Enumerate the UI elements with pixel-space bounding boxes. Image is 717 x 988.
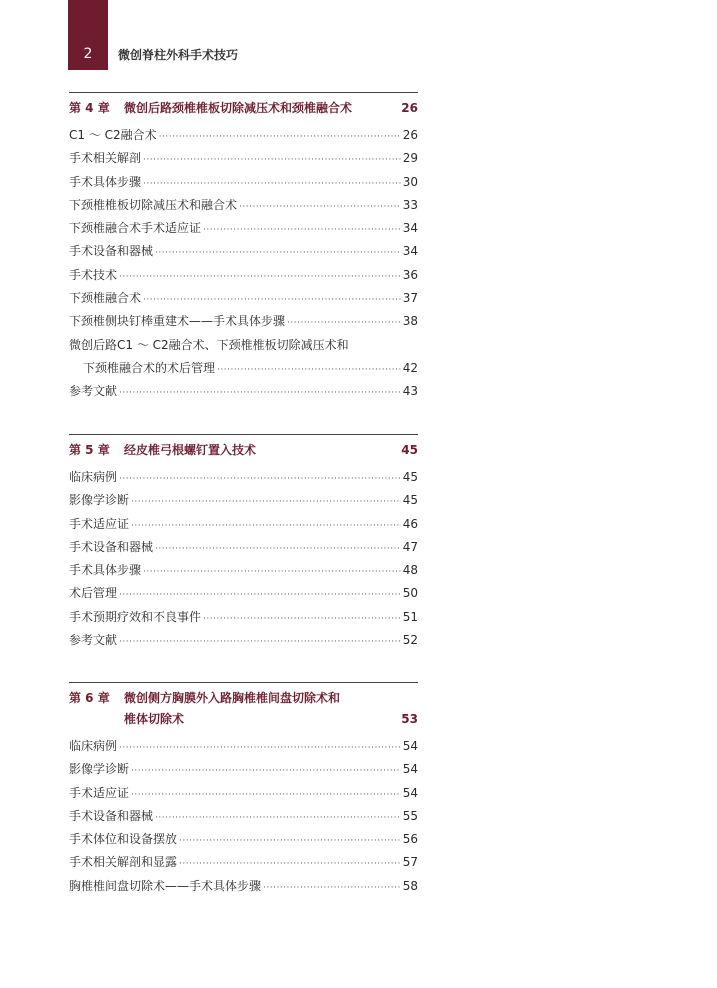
leader-dots bbox=[239, 200, 401, 214]
entry-page: 54 bbox=[402, 739, 418, 753]
toc-entry[interactable] bbox=[69, 221, 418, 244]
toc-entry[interactable] bbox=[69, 563, 418, 586]
chapter-rule bbox=[69, 682, 418, 683]
leader-dots bbox=[119, 472, 401, 486]
leader-dots bbox=[287, 316, 401, 330]
chapter-title bbox=[124, 99, 401, 117]
chapter-title-line: 微创后路颈椎椎板切除减压术和颈椎融合术 bbox=[124, 101, 353, 115]
page-number: 2 bbox=[83, 46, 93, 62]
entry-title: 手术设备和器械 bbox=[69, 244, 154, 259]
entry-page: 54 bbox=[402, 762, 418, 777]
chapter-title bbox=[124, 441, 401, 459]
entry-list bbox=[69, 128, 418, 408]
leader-dots bbox=[155, 542, 401, 556]
entry-page: 34 bbox=[402, 244, 418, 259]
entry-page: 30 bbox=[402, 174, 418, 189]
leader-dots bbox=[263, 881, 401, 895]
entry-title: 手术适应证 bbox=[69, 785, 130, 800]
toc-entry-first-line[interactable] bbox=[69, 338, 418, 361]
entry-title: 临床病例 bbox=[69, 470, 118, 484]
toc-entry[interactable] bbox=[69, 879, 418, 902]
entry-page: 56 bbox=[402, 832, 418, 847]
entry-title: 手术技术 bbox=[69, 267, 118, 282]
toc-entry[interactable] bbox=[69, 610, 418, 633]
entry-title: 手术预期疗效和不良事件 bbox=[69, 609, 202, 624]
chapter-page: 26 bbox=[401, 101, 418, 115]
entry-page: 55 bbox=[402, 808, 418, 823]
entry-page: 47 bbox=[402, 539, 418, 554]
leader-dots bbox=[203, 612, 401, 626]
chapter-page: 53 bbox=[401, 712, 418, 726]
entry-title: 参考文献 bbox=[69, 384, 118, 399]
toc-entry[interactable] bbox=[69, 633, 418, 656]
entry-page: 34 bbox=[402, 221, 418, 236]
entry-page: 45 bbox=[402, 493, 418, 508]
chapter-number: 第 4 章 bbox=[69, 101, 110, 115]
chapter-title-line: 经皮椎弓根螺钉置入技术 bbox=[124, 443, 257, 457]
chapter-rule bbox=[69, 92, 418, 93]
entry-page: 46 bbox=[402, 516, 418, 531]
toc-entry[interactable] bbox=[69, 739, 418, 762]
entry-page: 48 bbox=[402, 563, 418, 578]
toc-entry[interactable] bbox=[69, 786, 418, 809]
entry-title: 下颈椎融合术手术适应证 bbox=[69, 221, 202, 236]
entry-title: 微创后路C1 ～ C2融合术、下颈椎椎板切除减压术和 bbox=[69, 337, 349, 352]
toc-entry[interactable] bbox=[69, 832, 418, 855]
leader-dots bbox=[217, 363, 401, 377]
chapter-heading bbox=[69, 99, 418, 117]
chapter-section bbox=[69, 682, 418, 902]
entry-title: 下颈椎椎板切除减压术和融合术 bbox=[69, 197, 238, 212]
entry-page: 45 bbox=[402, 470, 418, 484]
toc-entry[interactable] bbox=[69, 855, 418, 878]
toc-entry[interactable] bbox=[69, 175, 418, 198]
entry-title: 下颈椎融合术的术后管理 bbox=[83, 360, 216, 375]
chapter-page: 45 bbox=[401, 443, 418, 457]
leader-dots bbox=[131, 764, 401, 778]
entry-page: 58 bbox=[402, 878, 418, 893]
entry-title: 下颈椎侧块钉棒重建术——手术具体步骤 bbox=[69, 314, 286, 329]
entry-title: 胸椎椎间盘切除术——手术具体步骤 bbox=[69, 878, 262, 893]
toc-entry[interactable] bbox=[69, 384, 418, 407]
chapter-heading bbox=[69, 689, 418, 728]
leader-dots bbox=[119, 386, 401, 400]
leader-dots bbox=[131, 788, 401, 802]
chapter-number: 第 6 章 bbox=[69, 691, 110, 705]
entry-title: 手术具体步骤 bbox=[69, 174, 142, 189]
entry-title: 临床病例 bbox=[69, 739, 118, 753]
entry-page: 33 bbox=[402, 197, 418, 212]
leader-dots bbox=[131, 495, 401, 509]
chapter-section bbox=[69, 434, 418, 656]
book-title: 微创脊柱外科手术技巧 bbox=[118, 48, 239, 62]
chapter-section bbox=[69, 92, 418, 408]
leader-dots bbox=[155, 811, 401, 825]
entry-page: 36 bbox=[402, 267, 418, 282]
entry-title: 下颈椎融合术 bbox=[69, 291, 142, 306]
entry-list bbox=[69, 739, 418, 902]
toc-entry[interactable] bbox=[69, 493, 418, 516]
entry-page: 50 bbox=[402, 586, 418, 601]
entry-list bbox=[69, 470, 418, 656]
leader-dots bbox=[143, 177, 401, 191]
entry-title: 影像学诊断 bbox=[69, 762, 130, 777]
toc-entry-continuation[interactable] bbox=[69, 361, 418, 384]
entry-title: 手术具体步骤 bbox=[69, 563, 142, 578]
entry-title: 术后管理 bbox=[69, 586, 118, 601]
toc-entry[interactable] bbox=[69, 268, 418, 291]
leader-dots bbox=[143, 153, 401, 167]
toc-entry[interactable] bbox=[69, 244, 418, 267]
leader-dots bbox=[143, 565, 401, 579]
entry-page: 51 bbox=[402, 609, 418, 624]
toc-entry[interactable] bbox=[69, 291, 418, 314]
chapter-number: 第 5 章 bbox=[69, 443, 110, 457]
entry-title: C1 ～ C2融合术 bbox=[69, 128, 157, 142]
toc-entry[interactable] bbox=[69, 198, 418, 221]
entry-page: 43 bbox=[402, 384, 418, 399]
entry-title: 影像学诊断 bbox=[69, 493, 130, 508]
toc-entry[interactable] bbox=[69, 540, 418, 563]
chapter-rule bbox=[69, 434, 418, 435]
chapter-heading bbox=[69, 441, 418, 459]
leader-dots bbox=[119, 741, 401, 755]
entry-page: 26 bbox=[402, 128, 418, 142]
toc-entry[interactable] bbox=[69, 517, 418, 540]
chapter-title-line: 微创侧方胸膜外入路胸椎椎间盘切除术和 bbox=[124, 691, 341, 705]
leader-dots bbox=[119, 635, 401, 649]
entry-page: 42 bbox=[402, 360, 418, 375]
entry-page: 38 bbox=[402, 314, 418, 329]
entry-title: 参考文献 bbox=[69, 633, 118, 648]
entry-page: 29 bbox=[402, 151, 418, 166]
toc-entry[interactable] bbox=[69, 762, 418, 785]
leader-dots bbox=[179, 857, 401, 871]
leader-dots bbox=[119, 270, 401, 284]
toc-entry[interactable] bbox=[69, 809, 418, 832]
leader-dots bbox=[159, 130, 401, 144]
leader-dots bbox=[179, 834, 401, 848]
page-number-box bbox=[68, 0, 108, 70]
chapter-title-line: 椎体切除术 bbox=[124, 712, 185, 726]
entry-title: 手术相关解剖 bbox=[69, 151, 142, 166]
toc-entry[interactable] bbox=[69, 314, 418, 337]
entry-title: 手术设备和器械 bbox=[69, 539, 154, 554]
entry-title: 手术设备和器械 bbox=[69, 808, 154, 823]
chapter-title bbox=[124, 689, 401, 728]
leader-dots bbox=[203, 223, 401, 237]
leader-dots bbox=[155, 246, 401, 260]
toc-entry[interactable] bbox=[69, 586, 418, 609]
toc-entry[interactable] bbox=[69, 151, 418, 174]
entry-title: 手术适应证 bbox=[69, 516, 130, 531]
leader-dots bbox=[131, 519, 401, 533]
entry-page: 37 bbox=[402, 291, 418, 306]
toc-entry[interactable] bbox=[69, 128, 418, 151]
leader-dots bbox=[143, 293, 401, 307]
leader-dots bbox=[119, 588, 401, 602]
entry-page: 57 bbox=[402, 855, 418, 870]
entry-title: 手术体位和设备摆放 bbox=[69, 832, 178, 847]
entry-page: 52 bbox=[402, 633, 418, 648]
entry-title: 手术相关解剖和显露 bbox=[69, 855, 178, 870]
entry-page: 54 bbox=[402, 785, 418, 800]
toc-entry[interactable] bbox=[69, 470, 418, 493]
